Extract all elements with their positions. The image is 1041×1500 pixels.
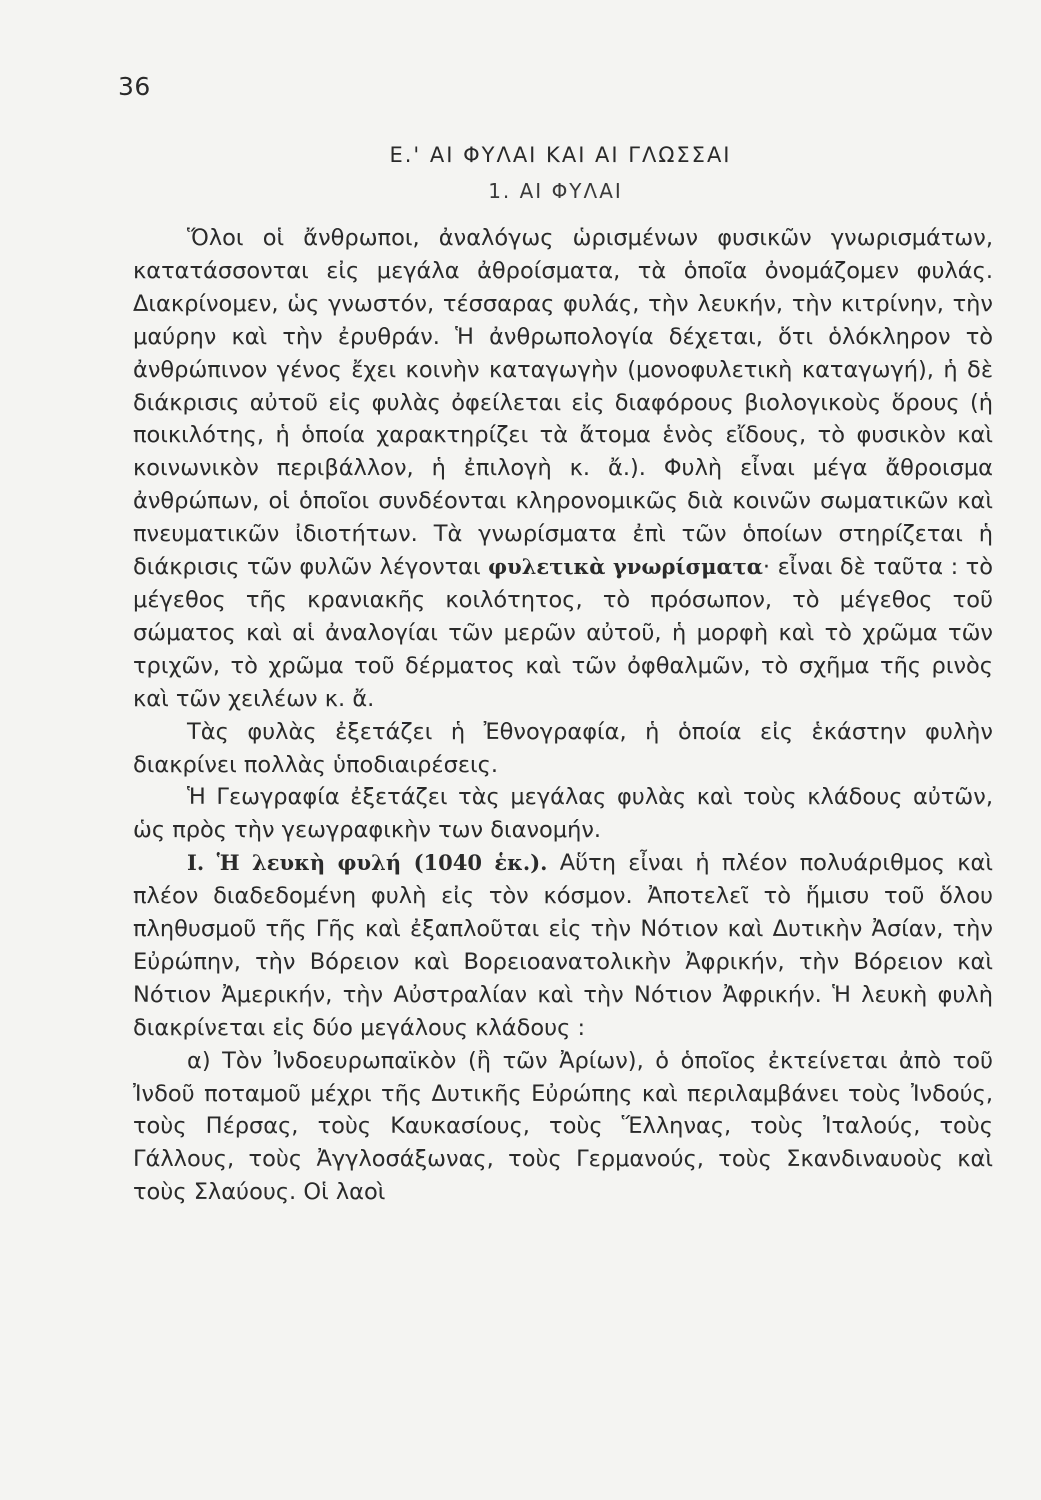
paragraph-indo-european: α) Τὸν Ἰνδοευρωπαϊκὸν (ἢ τῶν Ἀρίων), ὁ ὁποῖος ἐκτείνεται ἀπὸ τοῦ Ἰνδοῦ ποταμοῦ μέχρι τῆς Δυτικῆς Εὐρώπης καὶ περιλαμβάνει τοὺς Ἰνδούς, τοὺς Πέρσας, τοὺς Καυκασίους, τοὺς Ἕλληνας, τοὺς Ἰταλούς, τοὺς Γάλλους, τοὺς Ἀγγλοσάξωνας, τοὺς Γερμανούς, τοὺς Σκανδιναυοὺς καὶ τοὺς Σλαύους. Οἱ λαοὶ <box>133 1047 993 1206</box>
white-race-text: Αὕτη εἶναι ἡ πλέον πολυάριθμος καὶ πλέον διαδεδομένη φυλὴ εἰς τὸν κόσμον. Ἀποτελεῖ τὸ ἥμισυ τοῦ ὅλου πληθυσμοῦ τῆς Γῆς καὶ ἐξαπλοῦται εἰς τὴν Νότιον καὶ Δυτικὴν Ἀσίαν, τὴν Εὐρώπην, τὴν Βόρειον καὶ Βορειοανατολικὴν Ἀφρικήν, τὴν Βόρειον καὶ Νότιον Ἀμερικήν, τὴν Αὐστραλίαν καὶ τὴν Νότιον Ἀφρικήν. Ἡ λευκὴ φυλὴ διακρίνεται εἰς δύο μεγάλους κλάδους : <box>133 850 993 1041</box>
body-text <box>133 222 993 1209</box>
racial-traits-term: φυλετικὰ γνωρίσματα <box>488 554 763 580</box>
paragraph-races-intro-text: Ὅλοι οἱ ἄνθρωποι, ἀναλόγως ὡρισμένων φυσικῶν γνωρισμάτων, κατατάσσονται εἰς μεγάλα ἀθροίσματα, τὰ ὁποῖα ὀνομάζομεν φυλάς. Διακρίνομεν, ὡς γνωστόν, τέσσαρας φυλάς, τὴν λευκήν, τὴν κιτρίνην, τὴν μαύρην καὶ τὴν ἐρυθράν. Ἡ ἀνθρωπολογία δέχεται, ὅτι ὁλόκληρον τὸ ἀνθρώπινον γένος ἔχει κοινὴν καταγωγὴν (μονοφυλετικὴ καταγωγή), ἡ δὲ διάκρισις αὐτοῦ εἰς φυλὰς ὀφείλεται εἰς διαφόρους βιολογικοὺς ὅρους (ἡ ποικιλότης, ἡ ὁποία χαρακτηρίζει τὰ ἄτομα ἑνὸς εἴδους, τὸ φυσικὸν καὶ κοινωνικὸν περιβάλλον, ἡ ἐπιλογὴ κ. ἄ.). Φυλὴ εἶναι μέγα ἄθροισμα ἀνθρώπων, οἱ ὁποῖοι συνδέονται κληρονομικῶς διὰ κοινῶν σωματικῶν καὶ πνευματικῶν ἰδιοτήτων. Τὰ γνωρίσματα ἐπὶ τῶν ὁποίων στηρίζεται ἡ διάκρισις τῶν φυλῶν λέγονται <box>133 225 993 581</box>
chapter-title: Ε.' ΑΙ ΦΥΛΑΙ ΚΑΙ ΑΙ ΓΛΩΣΣΑΙ <box>389 143 732 167</box>
paragraph-ethnography: Τὰς φυλὰς ἐξετάζει ἡ Ἐθνογραφία, ἡ ὁποία εἰς ἑκάστην φυλὴν διακρίνει πολλὰς ὑποδιαιρέσεις. <box>133 718 993 778</box>
paragraph-races-intro-end: · εἶναι δὲ ταῦτα : τὸ μέγεθος τῆς κρανιακῆς κοιλότητος, τὸ πρόσωπον, τὸ μέγεθος τοῦ σώματος καὶ αἱ ἀναλογίαι τῶν μερῶν αὐτοῦ, ἡ μορφὴ καὶ τὸ χρῶμα τῶν τριχῶν, τὸ χρῶμα τοῦ δέρματος καὶ τῶν ὀφθαλμῶν, τὸ σχῆμα τῆς ρινὸς καὶ τῶν χειλέων κ. ἄ. <box>133 554 993 712</box>
page-number: 36 <box>118 72 151 101</box>
paragraph-white-race <box>133 847 993 1044</box>
paragraph-geography: Ἡ Γεωγραφία ἐξετάζει τὰς μεγάλας φυλὰς καὶ τοὺς κλάδους αὐτῶν, ὡς πρὸς τὴν γεωγραφικὴν των διανομήν. <box>133 784 993 844</box>
paragraph-races-intro <box>133 222 993 716</box>
section-title: 1. ΑΙ ΦΥΛΑΙ <box>488 179 623 203</box>
white-race-heading: Ι. Ἡ λευκὴ φυλή (1040 ἑκ.). <box>187 850 548 876</box>
